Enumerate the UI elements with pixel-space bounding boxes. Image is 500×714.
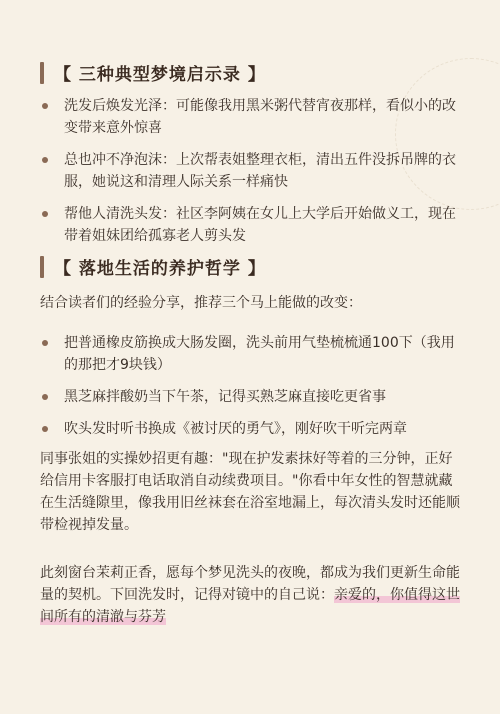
tips-list <box>40 332 460 440</box>
intro-paragraph: 结合读者们的经验分享，推荐三个马上能做的改变： <box>40 295 362 311</box>
bullet-dot-icon <box>42 394 48 400</box>
section-title-philosophy <box>40 254 266 279</box>
dream-list <box>40 95 460 247</box>
closing-paragraph <box>40 562 465 628</box>
list-item <box>40 203 460 247</box>
list-item <box>40 149 460 193</box>
bullet-dot-icon <box>42 426 48 432</box>
list-item-text: 黑芝麻拌酸奶当下午茶，记得买熟芝麻直接吃更省事 <box>64 389 386 405</box>
title-accent-bar <box>40 62 44 84</box>
list-item <box>40 332 460 376</box>
bullet-dot-icon <box>42 340 48 346</box>
list-item <box>40 418 460 440</box>
bullet-dot-icon <box>42 211 48 217</box>
list-item-text: 总也冲不净泡沫：上次帮表姐整理衣柜，清出五件没拆吊牌的衣服，她说这和清理人际关系一样痛快 <box>64 152 456 190</box>
list-item <box>40 95 460 139</box>
bullet-dot-icon <box>42 103 48 109</box>
list-item <box>40 386 460 408</box>
highlighted-quote: 亲爱的，你值得这世间所有的清澈与芬芳 <box>40 587 460 625</box>
section-title-text: 【 落地生活的养护哲学 】 <box>54 259 266 279</box>
title-accent-bar <box>40 256 44 278</box>
list-item-text: 洗发后焕发光泽：可能像我用黑米粥代替宵夜那样，看似小的改变带来意外惊喜 <box>64 98 456 136</box>
section-title-text: 【 三种典型梦境启示录 】 <box>54 65 266 85</box>
list-item-text: 吹头发时听书换成《被讨厌的勇气》，刚好吹干听完两章 <box>64 421 407 437</box>
section-title-dreams <box>40 60 266 85</box>
list-item-text: 帮他人清洗头发：社区李阿姨在女儿上大学后开始做义工，现在带着姐妹团给孤寡老人剪头发 <box>64 206 456 244</box>
bullet-dot-icon <box>42 157 48 163</box>
colleague-paragraph: 同事张姐的实操妙招更有趣："现在护发素抹好等着的三分钟，正好给信用卡客服打电话取消自动续费项目。"你看中年女性的智慧就藏在生活缝隙里，像我用旧丝袜套在浴室地漏上，每次清头发时还能顺带检视掉发量。 <box>40 451 460 533</box>
list-item-text: 把普通橡皮筋换成大肠发圈，洗头前用气垫梳梳通100下（我用的那把才9块钱） <box>64 335 455 373</box>
closing-text: 此刻窗台茉莉正香，愿每个梦见洗头的夜晚，都成为我们更新生命能量的契机。下回洗发时，记得对镜中的自己说： <box>40 565 460 603</box>
